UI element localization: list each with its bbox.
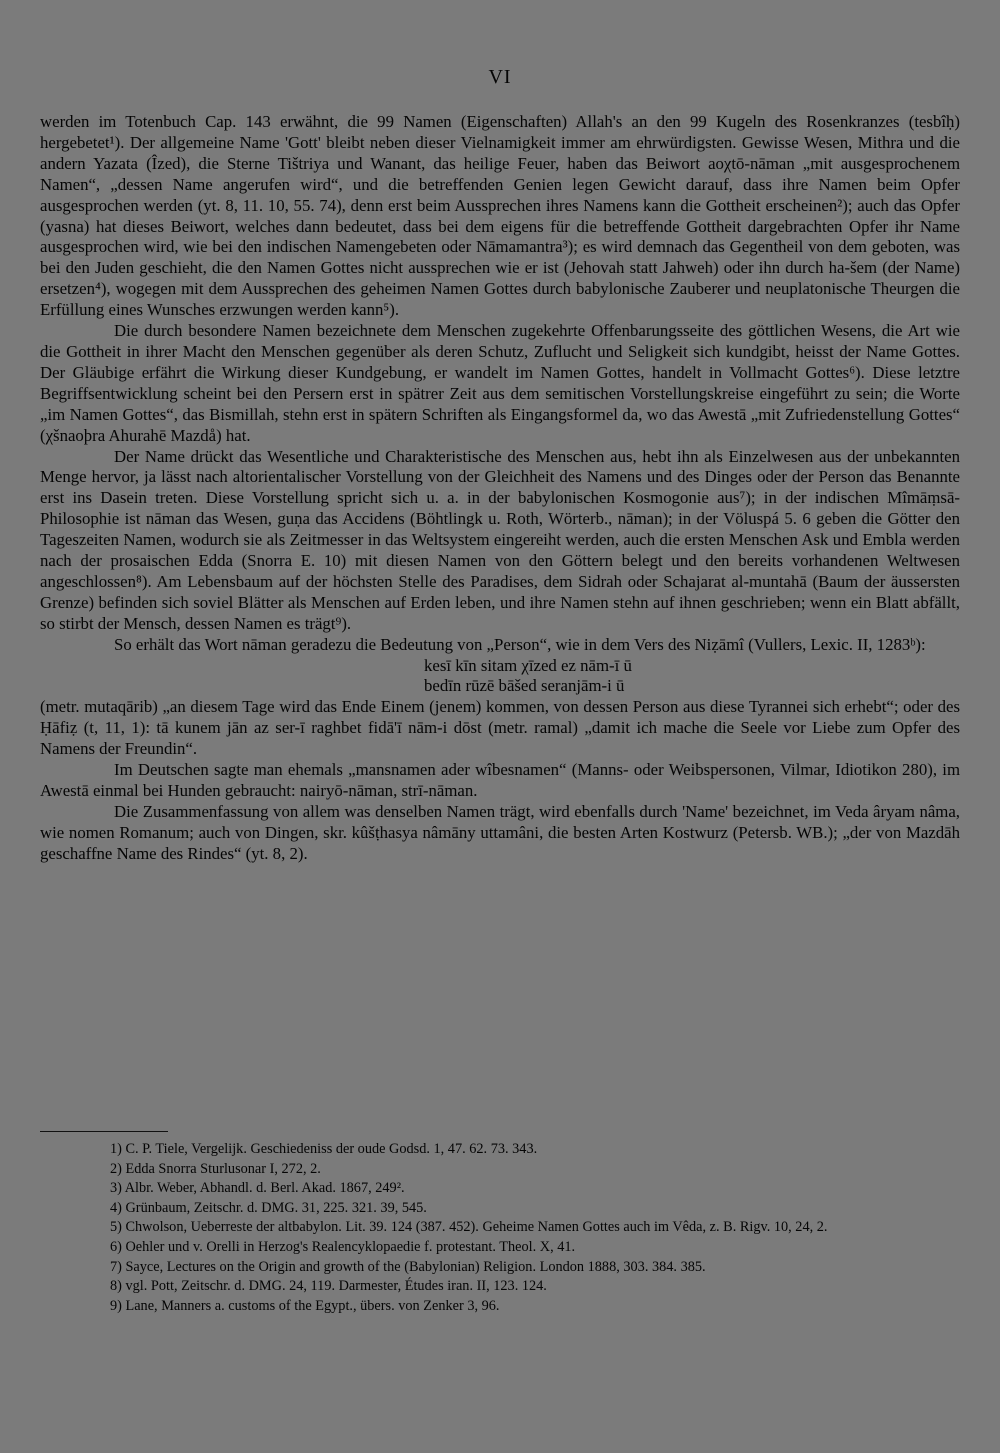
footnote: 5) Chwolson, Ueberreste der altbabylon. Lit. 39. 124 (387. 452). Geheime Namen Gottes auch im Vêda, z. B. Rigv. 10, 24, 2. bbox=[110, 1219, 828, 1236]
footnote: 4) Grünbaum, Zeitschr. d. DMG. 31, 225. 321. 39, 545. bbox=[110, 1199, 427, 1216]
page-number: VI bbox=[488, 66, 512, 88]
footnote-divider bbox=[40, 1131, 168, 1132]
paragraph: werden im Totenbuch Cap. 143 erwähnt, die 99 Namen (Eigenschaften) Allah's an den 99 Kugeln des Rosenkranzes (tesbîḥ) hergebetet¹). Der allgemeine Name 'Gott' bleibt neben dieser Vielnamigkeit immer am ehrwürdigsten. Gewisse Wesen, Mithra und die andern Yazata (Îzed), die Sterne Tištriya und Wanant, das heilige Feuer, haben das Beiwort aoχtō-nāman „mit ausgesprochenem Namen“, „dessen Name angerufen wird“, und die betreffenden Genien legen Gewicht darauf, dass ihre Namen beim Opfer ausgesprochen werden (yt. 8, 11. 10, 55. 74), denn erst beim Aussprechen ihres Namens kann die Gottheit erscheinen²); auch das Opfer (yasna) hat dieses Beiwort, welches dann bedeutet, dass bei dem eigens für die betreffende Gottheit dargebrachten Opfer ihr Name ausgesprochen wird, wie bei den indischen Namengebeten oder Nāmamantra³); es wird demnach das Gegentheil von dem geboten, was bei den Juden geschieht, die den Namen Gottes nicht aussprechen wie er ist (Jehovah statt Jahweh) oder ihn durch ha-šem (der Name) ersetzen⁴), wogegen mit dem Aussprechen des geheimen Namen Gottes durch babylonische Zauberer und neuplatonische Theurgen die Erfüllung eines Wunsches erzwungen werden kann⁵). bbox=[40, 112, 960, 320]
paragraph: Die Zusammenfassung von allem was denselben Namen trägt, wird ebenfalls durch 'Name' bezeichnet, im Veda âryam nâma, wie nomen Romanum; auch von Dingen, skr. kûšṭhasya nâmāny uttamâni, die besten Arten Kostwurz (Petersb. WB.); „der von Mazdāh geschaffne Name des Rindes“ (yt. 8, 2). bbox=[40, 801, 960, 863]
paragraph: Der Name drückt das Wesentliche und Charakteristische des Menschen aus, hebt ihn als Einzelwesen aus der unbekannten Menge hervor, ja lässt nach altorientalischer Vorstellung von der Gleichheit des Namens und des Dinges oder der Person das Benannte erst ins Dasein treten. Diese Vorstellung spricht sich u. a. in der babylonischen Kosmogonie aus⁷); in der indischen Mîmāṃsā-Philosophie ist nāman das Wesen, guṇa das Accidens (Böhtlingk u. Roth, Wörterb., nāman); in der Völuspá 5. 6 geben die Götter den Tageszeiten Namen, wodurch sie als Zeitmesser in das Weltsystem eingereiht werden, auch die ersten Menschen Ask und Embla werden nach der prosaischen Edda (Snorra E. 10) mit diesen Namen von den Göttern belegt und den bereits vorhandenen Weltwesen angeschlossen⁸). Am Lebensbaum auf der höchsten Stelle des Paradises, dem Sidrah oder Schajarat al-muntahā (Baum der äussersten Grenze) befinden sich soviel Blätter als Menschen auf Erden leben, und ihre Namen stehn auf ihnen geschrieben; wenn ein Blatt abfällt, so stirbt der Mensch, dessen Namen es trägt⁹). bbox=[40, 446, 960, 633]
footnote: 1) C. P. Tiele, Vergelijk. Geschiedeniss der oude Godsd. 1, 47. 62. 73. 343. bbox=[110, 1141, 538, 1157]
paragraph: So erhält das Wort nāman geradezu die Bedeutung von „Person“, wie in dem Vers des Niẓāmî (Vullers, Lexic. II, 1283ᵇ): bbox=[114, 634, 926, 654]
footnote: 9) Lane, Manners a. customs of the Egypt., übers. von Zenker 3, 96. bbox=[110, 1297, 500, 1314]
footnote: 3) Albr. Weber, Abhandl. d. Berl. Akad. 1867, 249². bbox=[110, 1180, 405, 1197]
paragraph: Die durch besondere Namen bezeichnete dem Menschen zugekehrte Offenbarungsseite des göttlichen Wesens, die Art wie die Gottheit in ihrer Macht den Menschen gegenüber als deren Schutz, Zuflucht und Seligkeit sich kundgibt, heisst der Name Gottes. Der Gläubige erfährt die Wirkung dieser Kundgebung, er wandelt im Namen Gottes, handelt in Vollmacht Gottes⁶). Diese letztre Begriffsentwicklung scheint bei den Persern erst in spätrer Zeit aus dem semitischen Vorstellungskreise eingeführt zu sein; die Worte „im Namen Gottes“, das Bismillah, stehn erst in spätern Schriften als Eingangsformel da, wo das Awestā „mit Zufriedenstellung Gottes“ (χšnaoþra Ahurahē Mazdå) hat. bbox=[40, 321, 960, 445]
verse-line: bedīn rūzē bāšed seranjām-i ū bbox=[424, 676, 625, 696]
footnotes bbox=[40, 1140, 960, 1316]
footnote: 2) Edda Snorra Sturlusonar I, 272, 2. bbox=[110, 1160, 321, 1177]
body-text bbox=[40, 112, 960, 865]
verse-line: kesī kīn sitam χīzed ez nām-ī ū bbox=[424, 655, 632, 675]
paragraph: Im Deutschen sagte man ehemals „mansnamen ader wîbesnamen“ (Manns- oder Weibspersonen, Vilmar, Idiotikon 280), im Awestā einmal bei Hunden gebraucht: nairyō-nāman, strī-nāman. bbox=[40, 760, 960, 800]
footnote: 6) Oehler und v. Orelli in Herzog's Realencyklopaedie f. protestant. Theol. X, 41. bbox=[110, 1238, 576, 1255]
paragraph: (metr. mutaqārib) „an diesem Tage wird das Ende Einem (jenem) kommen, von dessen Person aus diese Tyrannei sich erhebt“; oder des Ḥāfiẓ (t, 11, 1): tā kunem jān az ser-ī raghbet fidā'ī nām-i dōst (metr. ramal) „damit ich mache die Seele vor Liebe zum Opfer des Namens der Freundin“. bbox=[40, 697, 960, 759]
footnote: 8) vgl. Pott, Zeitschr. d. DMG. 24, 119. Darmester, Études iran. II, 123. 124. bbox=[110, 1278, 547, 1295]
footnote: 7) Sayce, Lectures on the Origin and growth of the (Babylonian) Religion. London 1888, 303. 384. 385. bbox=[110, 1258, 706, 1275]
